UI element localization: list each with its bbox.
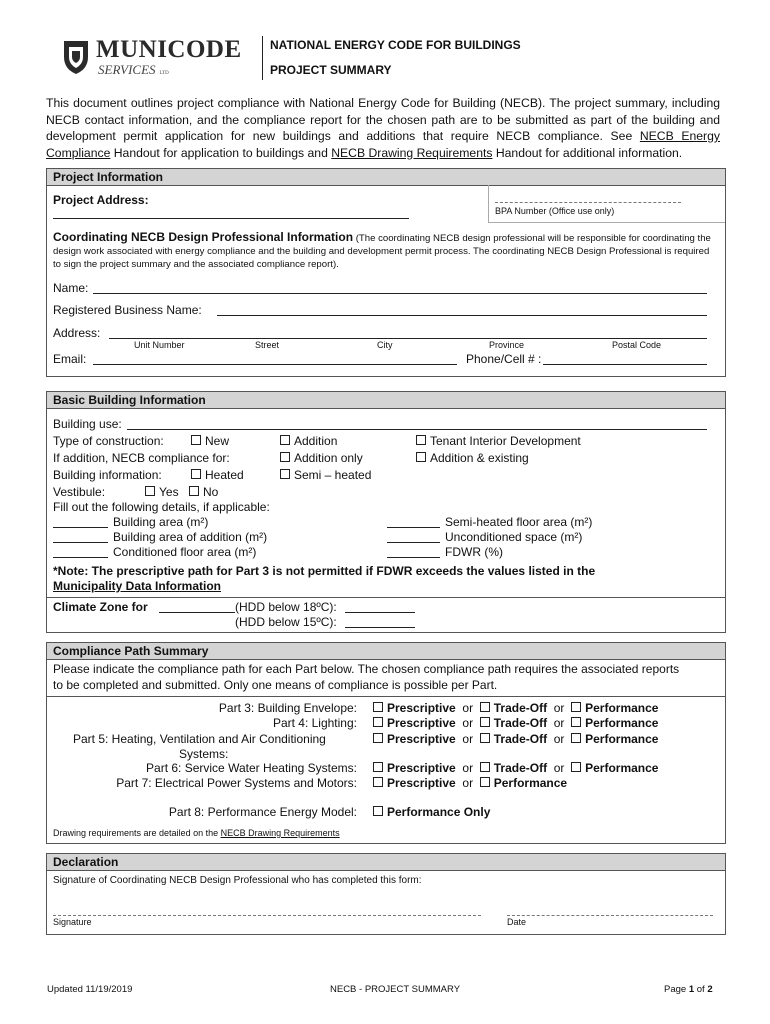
- tenant-option[interactable]: [416, 434, 581, 448]
- or-text: or: [553, 716, 565, 730]
- vestibule-label: Vestibule:: [53, 485, 106, 499]
- checkbox-addition[interactable]: [280, 435, 290, 445]
- necb-drawing-requirements-link[interactable]: NECB Drawing Requirements: [331, 145, 493, 160]
- vestibule-no-option[interactable]: [189, 485, 218, 499]
- part6-label: Part 6: Service Water Heating Systems:: [146, 761, 357, 775]
- drawing-requirements-link[interactable]: NECB Drawing Requirements: [220, 828, 340, 838]
- checkbox-part4-tradeoff[interactable]: [480, 717, 490, 727]
- performance-only-label: Performance Only: [387, 805, 491, 819]
- tradeoff-label: Trade-Off: [493, 716, 548, 730]
- phone-label: Phone/Cell # :: [466, 352, 542, 366]
- date-field[interactable]: [507, 915, 713, 916]
- semi-heated-area-label: Semi-heated floor area (m²): [445, 515, 593, 529]
- part3-options[interactable]: [373, 701, 658, 715]
- tradeoff-label: Trade-Off: [493, 732, 548, 746]
- performance-label: Performance: [493, 776, 568, 790]
- unit-number-label: Unit Number: [134, 340, 185, 350]
- checkbox-tenant[interactable]: [416, 435, 426, 445]
- address-label: Address:: [53, 326, 101, 340]
- fill-details-label: Fill out the following details, if applicable:: [53, 500, 270, 514]
- checkbox-new[interactable]: [191, 435, 201, 445]
- hdd15-field[interactable]: [345, 627, 415, 628]
- semi-heated-area-field[interactable]: [387, 527, 440, 528]
- checkbox-part7-prescriptive[interactable]: [373, 777, 383, 787]
- fdwr-field[interactable]: [387, 557, 440, 558]
- performance-label: Performance: [585, 701, 659, 715]
- building-area-field[interactable]: [53, 527, 108, 528]
- bpa-number-line: [495, 202, 681, 203]
- building-info-label: Building information:: [53, 468, 162, 482]
- header-divider: [262, 36, 263, 80]
- performance-label: Performance: [585, 732, 659, 746]
- compliance-instructions-2: to be completed and submitted. Only one means of compliance is possible per Part.: [53, 678, 498, 692]
- checkbox-part4-prescriptive[interactable]: [373, 717, 383, 727]
- bpa-number-box[interactable]: [488, 185, 725, 223]
- addition-option-label: Addition: [294, 434, 338, 448]
- prescriptive-label: Prescriptive: [387, 716, 456, 730]
- addition-only-label: Addition only: [294, 451, 363, 465]
- updated-date: Updated 11/19/2019: [47, 984, 133, 995]
- building-use-field[interactable]: [127, 429, 707, 430]
- tradeoff-label: Trade-Off: [493, 761, 548, 775]
- performance-label: Performance: [585, 761, 659, 775]
- checkbox-part6-prescriptive[interactable]: [373, 762, 383, 772]
- intro-text-3: Handout for additional information.: [492, 145, 683, 160]
- part8-options[interactable]: [373, 805, 490, 819]
- section-divider: [47, 597, 725, 598]
- addition-area-label: Building area of addition (m²): [113, 530, 268, 544]
- basic-building-section: [46, 391, 726, 633]
- part7-label: Part 7: Electrical Power Systems and Motors:: [116, 776, 357, 790]
- section-heading: Basic Building Information: [47, 392, 725, 409]
- prescriptive-label: Prescriptive: [387, 701, 456, 715]
- heated-option[interactable]: [191, 468, 244, 482]
- tradeoff-label: Trade-Off: [493, 701, 548, 715]
- checkbox-part3-prescriptive[interactable]: [373, 702, 383, 712]
- shield-icon: [62, 39, 90, 75]
- declaration-section: [46, 853, 726, 935]
- or-text: or: [553, 732, 565, 746]
- section-heading: Project Information: [47, 169, 725, 186]
- conditioned-area-field[interactable]: [53, 557, 108, 558]
- section-heading: Compliance Path Summary: [47, 643, 725, 660]
- checkbox-semi-heated[interactable]: [280, 469, 290, 479]
- intro-text-2: Handout for application to buildings and: [110, 145, 332, 160]
- signature-label: Signature: [53, 917, 92, 927]
- checkbox-no[interactable]: [189, 486, 199, 496]
- fdwr-note: *Note: The prescriptive path for Part 3 is not permitted if FDWR exceeds the values listed in the: [53, 564, 596, 578]
- addition-only-option[interactable]: [280, 451, 363, 465]
- drawing-text: Drawing requirements are detailed on the: [53, 828, 221, 838]
- phone-field[interactable]: [543, 364, 707, 365]
- address-field[interactable]: [109, 338, 707, 339]
- addition-existing-option[interactable]: [416, 451, 529, 465]
- name-label: Name:: [53, 281, 89, 295]
- compliance-path-section: [46, 642, 726, 844]
- checkbox-part5-performance[interactable]: [571, 733, 581, 743]
- yes-label: Yes: [159, 485, 179, 499]
- necb-energy-compliance-link[interactable]: NECB Energy Compliance: [46, 129, 720, 160]
- checkbox-yes[interactable]: [145, 486, 155, 496]
- construction-type-label: Type of construction:: [53, 434, 164, 448]
- semi-heated-label: Semi – heated: [294, 468, 372, 482]
- email-label: Email:: [53, 352, 87, 366]
- name-field[interactable]: [93, 293, 707, 294]
- hdd15-label: (HDD below 15ºC):: [235, 615, 337, 629]
- or-text: or: [462, 776, 474, 790]
- heated-label: Heated: [205, 468, 244, 482]
- page-number: [664, 984, 713, 995]
- addition-area-field[interactable]: [53, 542, 108, 543]
- page-mid: of: [694, 984, 708, 995]
- conditioned-area-label: Conditioned floor area (m²): [113, 545, 257, 559]
- postal-code-label: Postal Code: [612, 340, 662, 350]
- semi-heated-option[interactable]: [280, 468, 371, 482]
- prescriptive-label: Prescriptive: [387, 732, 456, 746]
- checkbox-part5-tradeoff[interactable]: [480, 733, 490, 743]
- building-area-label: Building area (m²): [113, 515, 209, 529]
- no-label: No: [203, 485, 219, 499]
- unconditioned-space-field[interactable]: [387, 542, 440, 543]
- business-name-field[interactable]: [217, 315, 707, 316]
- checkbox-part8-performance-only[interactable]: [373, 806, 383, 816]
- building-use-label: Building use:: [53, 417, 122, 431]
- checkbox-part5-prescriptive[interactable]: [373, 733, 383, 743]
- addition-existing-label: Addition & existing: [430, 451, 529, 465]
- checkbox-heated[interactable]: [191, 469, 201, 479]
- city-label: City: [377, 340, 393, 350]
- part4-options[interactable]: [373, 716, 658, 730]
- new-option-label: New: [205, 434, 230, 448]
- bpa-number-label: BPA Number (Office use only): [495, 206, 615, 216]
- email-field[interactable]: [93, 364, 457, 365]
- municipality-data-link[interactable]: Municipality Data Information: [53, 579, 222, 593]
- part8-label: Part 8: Performance Energy Model:: [168, 805, 357, 819]
- logo-sub-text: SERVICES: [98, 62, 156, 77]
- date-label: Date: [507, 917, 527, 927]
- part4-label: Part 4: Lighting:: [272, 716, 357, 730]
- addition-option[interactable]: [280, 434, 337, 448]
- page-prefix: Page: [664, 984, 689, 995]
- fdwr-label: FDWR (%): [445, 545, 503, 559]
- project-information-section: [46, 168, 726, 377]
- prescriptive-label: Prescriptive: [387, 761, 456, 775]
- checkbox-addition-only[interactable]: [280, 452, 290, 462]
- performance-label: Performance: [585, 716, 659, 730]
- intro-text-1: This document outlines project compliance with National Energy Code for Building (NECB). The project summary, including NECB contact information, and the compliance report for the chosen path are to be submitted as part of the building and development permit application for new buildings and additions that require NECB compliance. See: [46, 96, 720, 144]
- or-text: or: [462, 732, 474, 746]
- part5-label-cont: Systems:: [179, 747, 229, 761]
- or-text: or: [462, 701, 474, 715]
- logo-name: MUNICODE: [96, 36, 242, 63]
- new-option[interactable]: [191, 434, 229, 448]
- checkbox-part4-performance[interactable]: [571, 717, 581, 727]
- checkbox-part7-performance[interactable]: [480, 777, 490, 787]
- business-name-label: Registered Business Name:: [53, 303, 202, 317]
- intro-paragraph: [46, 95, 720, 161]
- checkbox-part3-performance[interactable]: [571, 702, 581, 712]
- checkbox-part6-tradeoff[interactable]: [480, 762, 490, 772]
- hdd18-label: (HDD below 18ºC):: [235, 600, 337, 614]
- doc-title: NATIONAL ENERGY CODE FOR BUILDINGS: [270, 38, 521, 52]
- checkbox-part3-tradeoff[interactable]: [480, 702, 490, 712]
- compliance-instructions-1: Please indicate the compliance path for each Part below. The chosen compliance path requires the associated reports: [53, 662, 680, 676]
- signature-field[interactable]: [53, 915, 481, 916]
- climate-zone-field[interactable]: [159, 612, 235, 613]
- logo-ltd: LTD: [159, 71, 169, 76]
- unconditioned-space-label: Unconditioned space (m²): [445, 530, 583, 544]
- page-total: 2: [707, 984, 713, 995]
- project-address-label: Project Address:: [53, 193, 149, 207]
- section-heading: Declaration: [47, 854, 725, 871]
- vestibule-yes-option[interactable]: [145, 485, 179, 499]
- hdd18-field[interactable]: [345, 612, 415, 613]
- part3-label: Part 3: Building Envelope:: [218, 701, 357, 715]
- coordinating-professional-info: [53, 231, 719, 271]
- municode-logo: [62, 36, 252, 80]
- part5-options[interactable]: [373, 732, 658, 746]
- part5-label: Part 5: Heating, Ventilation and Air Conditioning: [73, 732, 326, 746]
- drawing-requirements-note: [53, 828, 340, 838]
- checkbox-addition-existing[interactable]: [416, 452, 426, 462]
- page-current: 1: [688, 984, 695, 995]
- or-text: or: [462, 716, 474, 730]
- section-divider: [47, 696, 725, 697]
- part6-options[interactable]: [373, 761, 658, 775]
- if-addition-label: If addition, NECB compliance for:: [53, 451, 230, 465]
- street-label: Street: [255, 340, 280, 350]
- footer-title: NECB - PROJECT SUMMARY: [330, 984, 461, 995]
- province-label: Province: [489, 340, 525, 350]
- part7-options[interactable]: [373, 776, 567, 790]
- coordinating-heading: Coordinating NECB Design Professional Information: [53, 230, 354, 244]
- climate-zone-label: Climate Zone for: [53, 600, 148, 614]
- project-address-field[interactable]: [53, 218, 409, 219]
- or-text: or: [462, 761, 474, 775]
- or-text: or: [553, 701, 565, 715]
- doc-subtitle: PROJECT SUMMARY: [270, 63, 392, 77]
- logo-subtitle: [98, 62, 169, 78]
- prescriptive-label: Prescriptive: [387, 776, 456, 790]
- checkbox-part6-performance[interactable]: [571, 762, 581, 772]
- coordinating-description: (The coordinating NECB design professional will be responsible for coordinating the design work associated with energy compliance and the building and development permit process. The coordinating NECB Design Professional is required to sign the project summary and the associated compliance report).: [53, 233, 711, 270]
- declaration-text: Signature of Coordinating NECB Design Professional who has completed this form:: [53, 875, 422, 886]
- tenant-option-label: Tenant Interior Development: [430, 434, 581, 448]
- or-text: or: [553, 761, 565, 775]
